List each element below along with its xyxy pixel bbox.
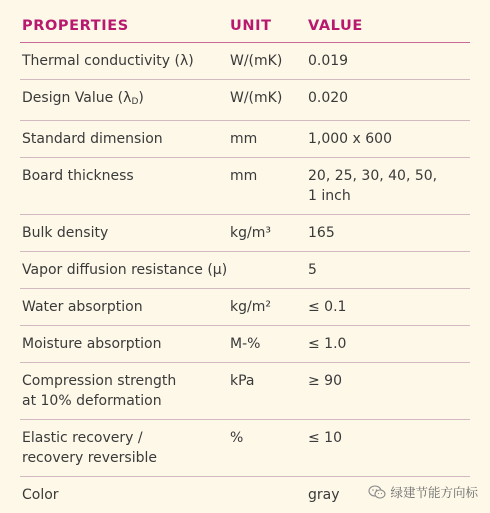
property-cell: Water absorption bbox=[20, 289, 228, 326]
unit-cell: mm bbox=[228, 158, 306, 215]
property-cell: Vapor diffusion resistance (μ) bbox=[20, 252, 228, 289]
value-cell: ≤ 0.1 bbox=[306, 289, 470, 326]
watermark bbox=[368, 483, 478, 501]
unit-cell: kPa bbox=[228, 363, 306, 420]
property-cell bbox=[20, 363, 228, 420]
value-cell: ≤ 1.0 bbox=[306, 326, 470, 363]
property-paren: ) bbox=[138, 90, 144, 106]
unit-cell bbox=[228, 252, 306, 289]
table-row bbox=[20, 43, 470, 80]
unit-cell: kg/m³ bbox=[228, 215, 306, 252]
table-row bbox=[20, 363, 470, 420]
value-cell: 0.019 bbox=[306, 43, 470, 80]
subscript-text: D bbox=[131, 97, 139, 107]
table-row bbox=[20, 252, 470, 289]
value-cell: 1,000 x 600 bbox=[306, 121, 470, 158]
unit-cell: W/(mK) bbox=[228, 43, 306, 80]
property-cell: Board thickness bbox=[20, 158, 228, 215]
property-line: Elastic recovery / bbox=[22, 430, 143, 446]
property-cell: Standard dimension bbox=[20, 121, 228, 158]
table-row bbox=[20, 121, 470, 158]
table-row bbox=[20, 289, 470, 326]
table-row bbox=[20, 80, 470, 121]
table-row bbox=[20, 215, 470, 252]
table-row bbox=[20, 420, 470, 477]
property-line: Compression strength bbox=[22, 373, 177, 389]
properties-table bbox=[20, 12, 470, 513]
value-cell bbox=[306, 158, 470, 215]
header-row bbox=[20, 12, 470, 43]
unit-cell: % bbox=[228, 420, 306, 477]
table-row bbox=[20, 158, 470, 215]
value-cell: ≥ 90 bbox=[306, 363, 470, 420]
property-text: Design Value (λ bbox=[22, 90, 132, 106]
property-line: at 10% deformation bbox=[22, 393, 162, 409]
value-line: 1 inch bbox=[308, 188, 351, 204]
unit-cell bbox=[228, 477, 306, 513]
header-properties: PROPERTIES bbox=[20, 12, 228, 43]
header-value: VALUE bbox=[306, 12, 470, 43]
property-cell bbox=[20, 420, 228, 477]
value-cell: 5 bbox=[306, 252, 470, 289]
watermark-text: 绿建节能方向标 bbox=[390, 485, 478, 500]
value-cell: 0.020 bbox=[306, 80, 470, 121]
unit-cell: M-% bbox=[228, 326, 306, 363]
value-cell: 165 bbox=[306, 215, 470, 252]
property-cell: Moisture absorption bbox=[20, 326, 228, 363]
table-row bbox=[20, 326, 470, 363]
header-unit: UNIT bbox=[228, 12, 306, 43]
property-cell: Thermal conductivity (λ) bbox=[20, 43, 228, 80]
property-cell: Bulk density bbox=[20, 215, 228, 252]
property-cell bbox=[20, 80, 228, 121]
unit-cell: kg/m² bbox=[228, 289, 306, 326]
wechat-icon bbox=[368, 485, 386, 499]
unit-cell: W/(mK) bbox=[228, 80, 306, 121]
value-cell: gray bbox=[308, 487, 340, 503]
property-line: recovery reversible bbox=[22, 450, 158, 466]
property-cell: Color bbox=[22, 487, 59, 503]
value-line: 20, 25, 30, 40, 50, bbox=[308, 168, 438, 184]
value-cell: ≤ 10 bbox=[306, 420, 470, 477]
unit-cell: mm bbox=[228, 121, 306, 158]
